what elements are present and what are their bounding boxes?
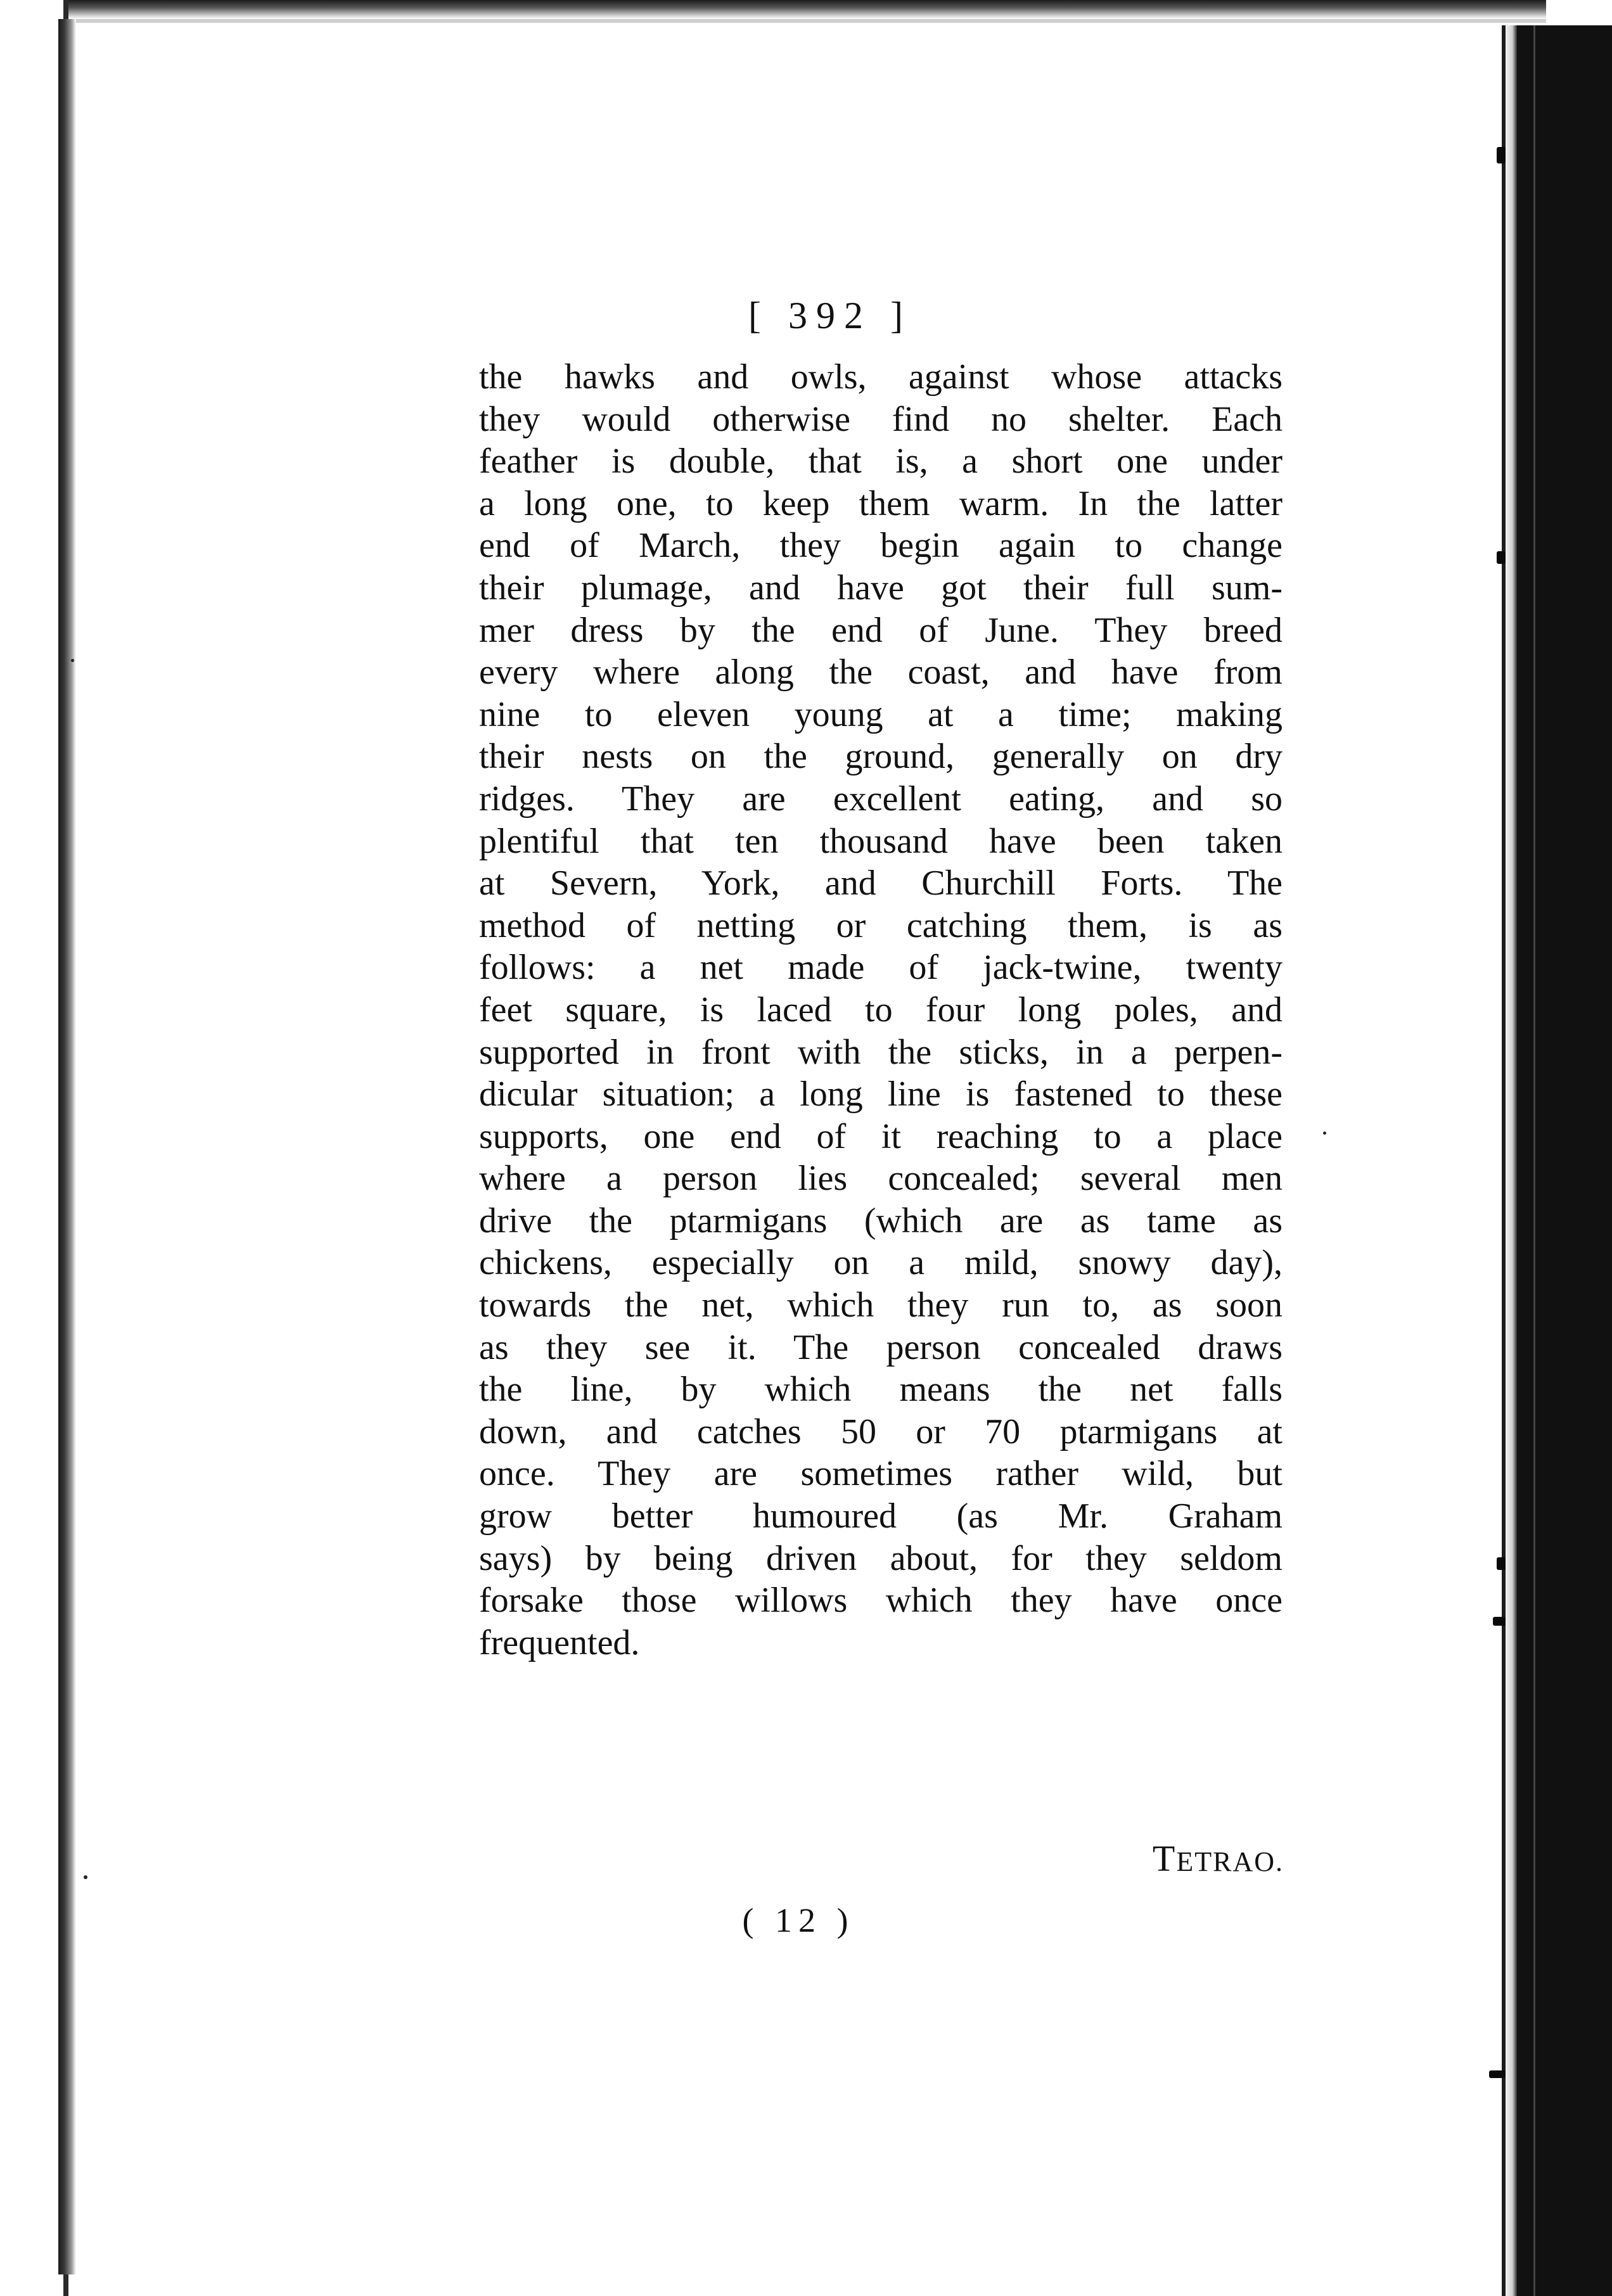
- text-line: feather is double, that is, a short one under: [479, 442, 1283, 482]
- text-line: end of March, they begin again to change: [479, 526, 1283, 566]
- text-line: supported in front with the sticks, in a perpen-: [479, 1032, 1283, 1072]
- text-line: drive the ptarmigans (which are as tame as: [479, 1201, 1283, 1240]
- top-page-edge: [63, 0, 1546, 19]
- text-line: ridges. They are excellent eating, and so: [479, 779, 1283, 819]
- text-line: their plumage, and have got their full sum-: [479, 568, 1283, 608]
- text-line: frequented.: [479, 1623, 640, 1662]
- catchword-initial: T: [1152, 1838, 1177, 1879]
- text-line: grow better humoured (as Mr. Graham: [479, 1496, 1283, 1536]
- text-line: chickens, especially on a mild, snowy day),: [479, 1243, 1283, 1283]
- text-line: nine to eleven young at a time; making: [479, 694, 1283, 734]
- right-scan-border: [1517, 25, 1612, 2296]
- text-line: plentiful that ten thousand have been taken: [479, 821, 1283, 861]
- text-line: every where along the coast, and have from: [479, 653, 1283, 692]
- text-line: a long one, to keep them warm. In the latter: [479, 483, 1283, 523]
- scan-speck: [1323, 1132, 1326, 1135]
- text-line: feet square, is laced to four long poles, and: [479, 990, 1283, 1030]
- edge-tab-mark: [1497, 1557, 1506, 1570]
- catchword: [1052, 1837, 1284, 1880]
- edge-tab-mark: [1497, 147, 1506, 163]
- signature-mark: ( 12 ): [742, 1901, 855, 1939]
- edge-tab-mark: [1497, 551, 1506, 564]
- page-number-header: [ 392 ]: [748, 295, 912, 336]
- text-line: as they see it. The person concealed draws: [479, 1327, 1283, 1367]
- right-page-stack: [1506, 25, 1517, 2296]
- text-line: towards the net, which they run to, as soon: [479, 1285, 1283, 1325]
- body-text: [479, 356, 1283, 1664]
- right-inner-line: [1533, 25, 1535, 2296]
- text-line: supports, one end of it reaching to a place: [479, 1116, 1283, 1156]
- text-line: at Severn, York, and Churchill Forts. The: [479, 864, 1283, 903]
- text-line: the line, by which means the net falls: [479, 1370, 1283, 1410]
- text-line: the hawks and owls, against whose attacks: [479, 357, 1283, 397]
- text-line: their nests on the ground, generally on dry: [479, 737, 1283, 777]
- catchword-rest: ETRAO.: [1176, 1846, 1284, 1877]
- text-line: dicular situation; a long line is fastened to these: [479, 1075, 1283, 1114]
- text-line: they would otherwise find no shelter. Each: [479, 399, 1283, 439]
- text-line: down, and catches 50 or 70 ptarmigans at: [479, 1412, 1283, 1451]
- edge-tab-mark: [1493, 1617, 1506, 1626]
- text-line: where a person lies concealed; several men: [479, 1159, 1283, 1199]
- left-binding-shadow: [58, 19, 76, 2274]
- text-line: follows: a net made of jack-twine, twenty: [479, 948, 1283, 988]
- text-line: says) by being driven about, for they seldom: [479, 1538, 1283, 1578]
- scan-speck: [84, 1875, 87, 1879]
- text-line: method of netting or catching them, is as: [479, 905, 1283, 945]
- top-edge-shadow: [70, 19, 1546, 23]
- edge-tab-mark: [1489, 2070, 1506, 2078]
- text-line: mer dress by the end of June. They breed: [479, 610, 1283, 650]
- text-line: forsake those willows which they have once: [479, 1581, 1283, 1621]
- scan-speck: [71, 659, 74, 662]
- text-line: once. They are sometimes rather wild, but: [479, 1454, 1283, 1494]
